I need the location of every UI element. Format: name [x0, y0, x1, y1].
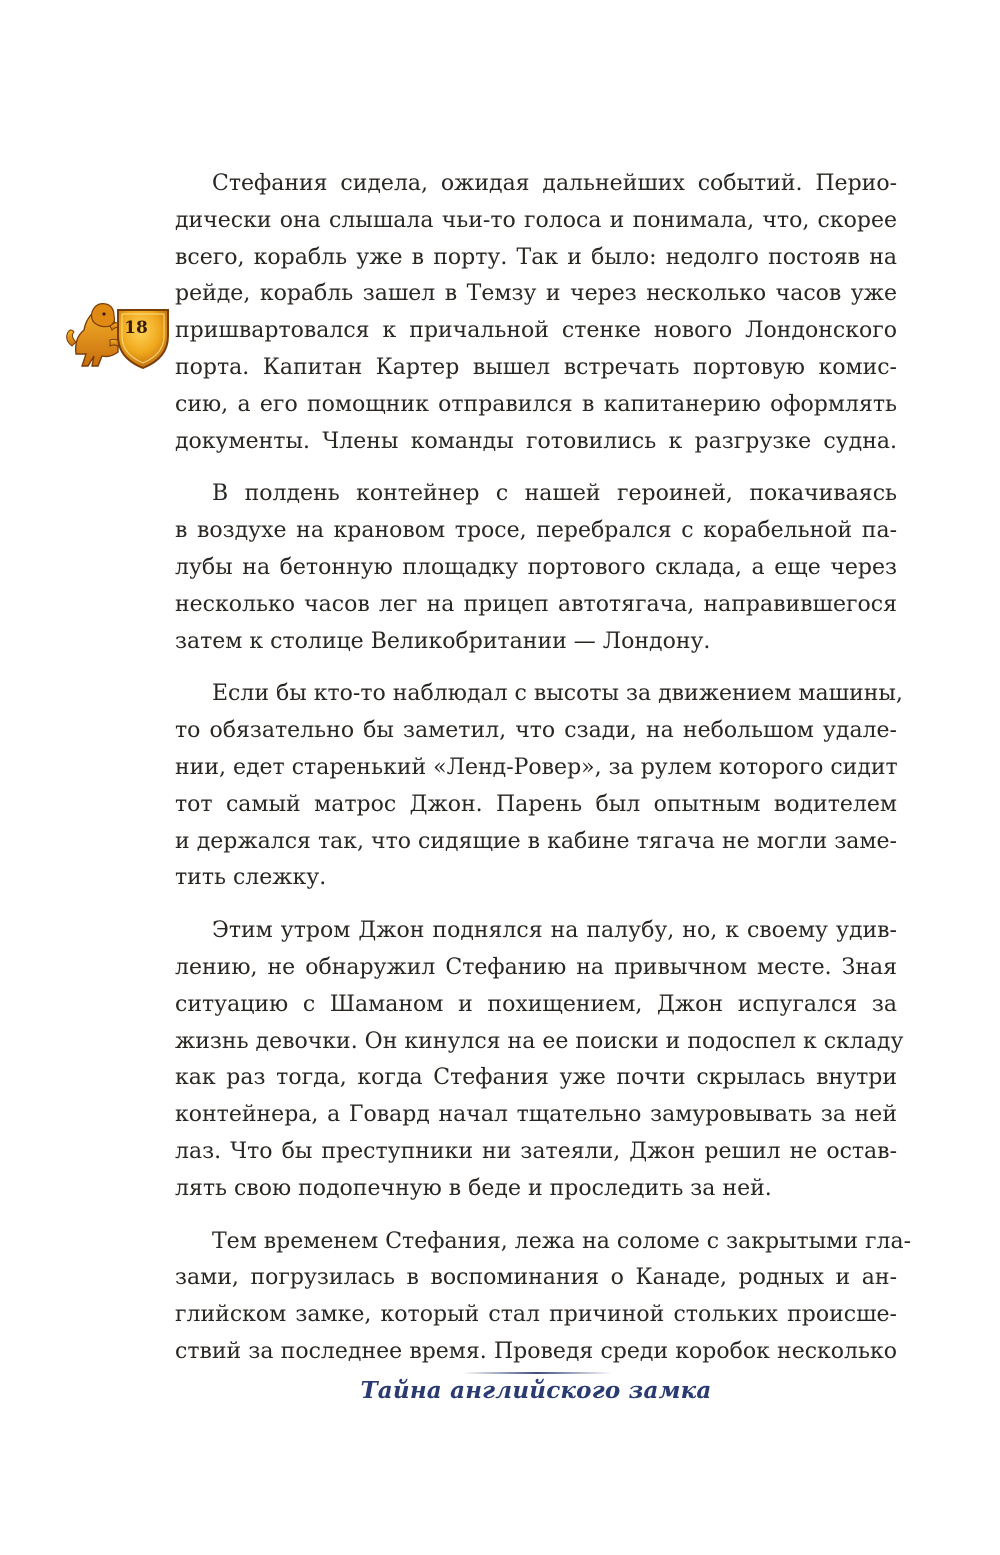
text-line: всего, корабль уже в порту. Так и было: недолго постояв на	[175, 244, 897, 270]
text-line: Если бы кто-то наблюдал с высоты за движением машины,	[212, 681, 903, 707]
paragraph	[175, 1224, 912, 1371]
paragraph	[175, 913, 904, 1207]
text-line: В полдень контейнер с нашей героиней, покачиваясь	[212, 481, 897, 507]
text-line: как раз тогда, когда Стефания уже почти скрылась внутри	[175, 1065, 897, 1091]
text-line: Тем временем Стефания, лежа на соломе с закрытыми гла-	[212, 1228, 912, 1254]
text-line: тот самый матрос Джон. Парень был опытным водителем	[175, 791, 897, 817]
text-line: и держался так, что сидящие в кабине тягача не могли заме-	[175, 828, 897, 854]
text-line: жизнь девочки. Он кинулся на ее поиски и подоспел к складу	[175, 1028, 904, 1054]
text-line: Этим утром Джон поднялся на палубу, но, к своему удив-	[212, 918, 897, 944]
paragraph	[175, 166, 897, 460]
text-line: глийском замке, который стал причиной стольких происше-	[175, 1302, 897, 1328]
body-text	[175, 166, 912, 1387]
text-line: лять свою подопечную в беде и проследить за ней.	[175, 1175, 772, 1201]
text-line: контейнера, а Говард начал тщательно замуровывать за ней	[175, 1102, 897, 1128]
text-line: сию, а его помощник отправился в капитанерию оформлять	[175, 391, 897, 417]
text-line: порта. Капитан Картер вышел встречать портовую комис-	[175, 354, 897, 380]
text-line: лаз. Что бы преступники ни затеяли, Джон решил не остав-	[175, 1138, 897, 1164]
paragraph	[175, 676, 903, 897]
running-title: Тайна английского замка	[360, 1377, 712, 1404]
text-line: тить слежку.	[175, 865, 327, 891]
page-number: 18	[124, 318, 148, 338]
text-line: несколько часов лег на прицеп автотягача, направившегося	[175, 591, 897, 617]
text-line: рейде, корабль зашел в Темзу и через несколько часов уже	[175, 281, 897, 307]
text-line: зами, погрузилась в воспоминания о Канаде, родных и ан-	[175, 1265, 897, 1291]
text-line: лубы на бетонную площадку портового склада, а еще через	[175, 554, 897, 580]
text-line: затем к столице Великобритании — Лондону.	[175, 628, 711, 654]
text-line: в воздухе на крановом тросе, перебрался с корабельной па-	[175, 518, 897, 544]
text-line: ситуацию с Шаманом и похищением, Джон испугался за	[175, 991, 897, 1017]
text-line: пришвартовался к причальной стенке нового Лондонского	[175, 318, 897, 344]
text-line: ствий за последнее время. Проведя среди коробок несколько	[175, 1338, 897, 1364]
footer-divider	[462, 1372, 612, 1374]
text-line: документы. Члены команды готовились к разгрузке судна.	[175, 428, 897, 454]
text-line: дически она слышала чьи-то голоса и понимала, что, скорее	[175, 207, 897, 233]
text-line: лению, не обнаружил Стефанию на привычном месте. Зная	[175, 954, 897, 980]
paragraph	[175, 476, 897, 660]
text-line: нии, едет старенький «Ленд-Ровер», за рулем которого сидит	[175, 754, 898, 780]
text-line: то обязательно бы заметил, что сзади, на небольшом удале-	[175, 718, 897, 744]
text-line: Стефания сидела, ожидая дальнейших событий. Перио-	[212, 171, 897, 196]
